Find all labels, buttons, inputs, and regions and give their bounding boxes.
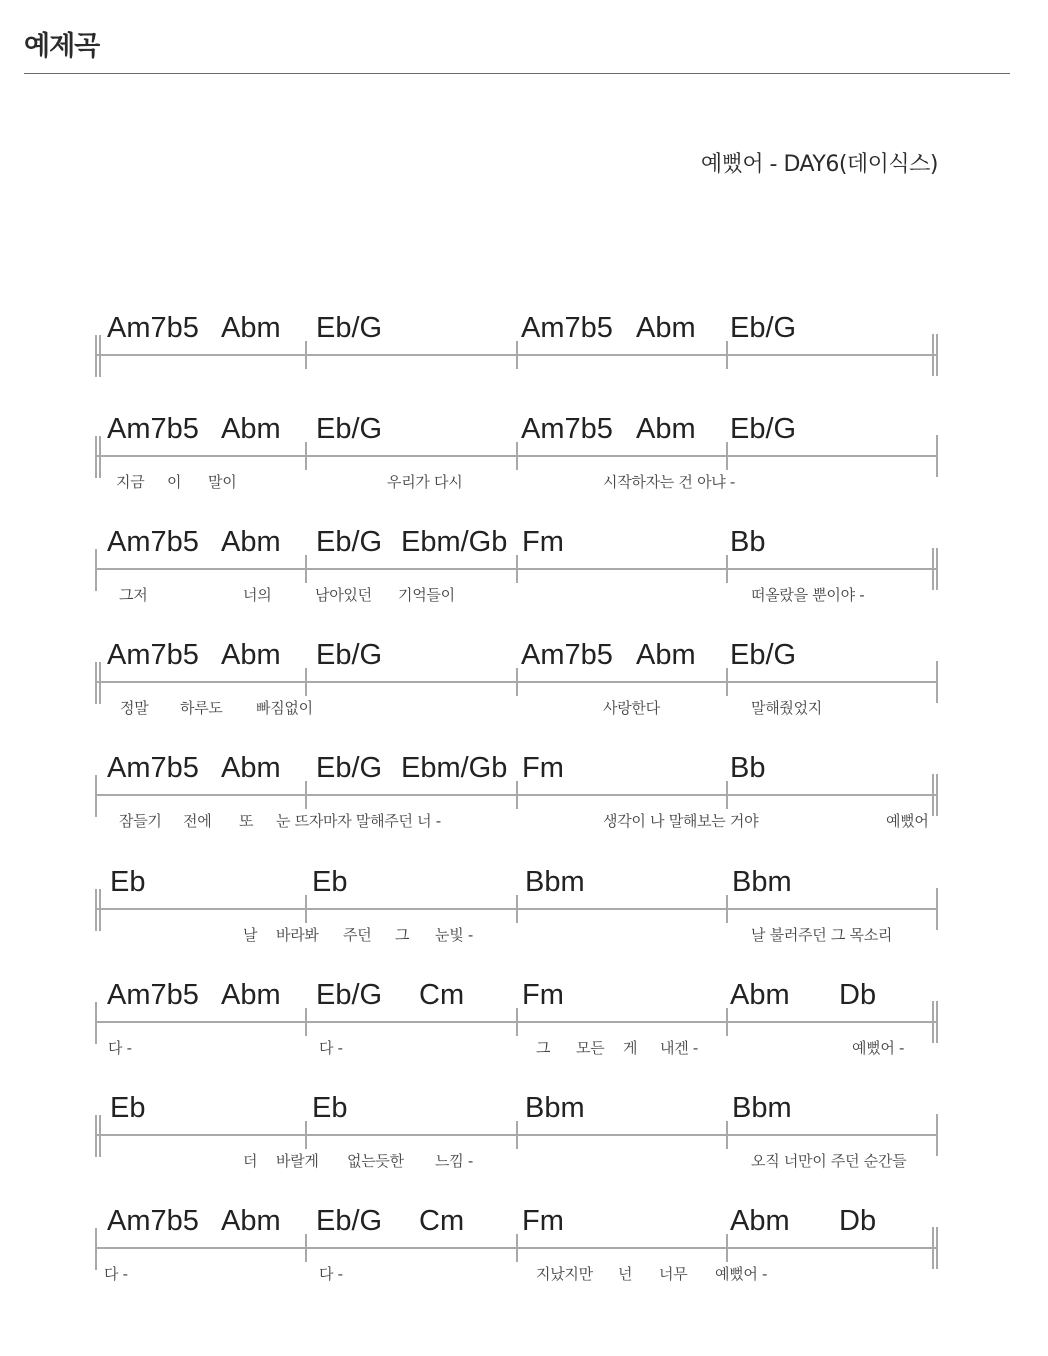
double-barline-left xyxy=(99,1115,101,1157)
measure-barline xyxy=(305,895,307,923)
double-barline-right xyxy=(932,548,934,590)
lyric-text: 또 xyxy=(239,812,254,830)
measure-barline xyxy=(516,1121,518,1149)
chord-symbol: Abm xyxy=(221,526,281,558)
lyric-text: 바랄게 xyxy=(276,1152,319,1170)
lyric-text: 날 xyxy=(243,926,258,944)
chord-symbol: Eb/G xyxy=(316,413,383,445)
lyric-text: 주던 xyxy=(343,926,372,944)
chord-symbol: Fm xyxy=(522,979,564,1011)
lyric-text: 지났지만 xyxy=(536,1265,593,1283)
lyric-text: 다 - xyxy=(104,1265,128,1283)
measure-barline xyxy=(726,1234,728,1262)
lyric-text: 다 - xyxy=(319,1039,343,1057)
measure-barline xyxy=(516,341,518,369)
chord-symbol: Eb/G xyxy=(316,1205,383,1237)
chord-symbol: Abm xyxy=(221,752,281,784)
lyric-text: 남아있던 xyxy=(315,586,372,604)
double-barline-left xyxy=(99,662,101,704)
lyric-text: 넌 xyxy=(618,1265,633,1283)
double-barline-left xyxy=(95,889,97,931)
chord-symbol: Am7b5 xyxy=(107,413,199,445)
chord-symbol: Eb/G xyxy=(730,312,797,344)
chord-symbol: Eb/G xyxy=(316,979,383,1011)
lyric-text: 우리가 다시 xyxy=(387,473,463,491)
double-barline-left xyxy=(95,436,97,478)
measure-barline xyxy=(305,1121,307,1149)
double-barline-left xyxy=(99,889,101,931)
chord-symbol: Eb/G xyxy=(316,639,383,671)
lyric-text: 그 xyxy=(395,926,410,944)
measure-barline xyxy=(305,442,307,470)
measure-barline xyxy=(516,1008,518,1036)
measure-barline xyxy=(726,1008,728,1036)
measure-barline xyxy=(726,555,728,583)
lyric-text: 사랑한다 xyxy=(603,699,660,717)
measure-barline xyxy=(516,442,518,470)
lyric-text: 지금 xyxy=(116,473,145,491)
lyric-text: 빠짐없이 xyxy=(256,699,313,717)
lyric-text: 기억들이 xyxy=(398,586,455,604)
measure-barline xyxy=(726,781,728,809)
chord-symbol: Abm xyxy=(221,639,281,671)
chord-symbol: Eb/G xyxy=(316,526,383,558)
double-barline-left xyxy=(99,436,101,478)
chord-symbol: Fm xyxy=(522,526,564,558)
lyric-text: 오직 너만이 주던 순간들 xyxy=(751,1152,907,1170)
song-title: 예뻤어 - DAY6(데이식스) xyxy=(700,152,938,177)
measure-barline xyxy=(516,555,518,583)
lyric-text: 그 xyxy=(536,1039,551,1057)
lyric-text: 예뻤어 - xyxy=(852,1039,905,1057)
double-barline-right xyxy=(932,1001,934,1043)
chord-symbol: Fm xyxy=(522,752,564,784)
chord-symbol: Bb xyxy=(730,752,766,784)
double-barline-right xyxy=(932,1227,934,1269)
measure-barline xyxy=(516,895,518,923)
lyric-text: 예뻤어 - xyxy=(715,1265,768,1283)
double-barline-left xyxy=(95,662,97,704)
double-barline-right xyxy=(936,1227,938,1269)
chord-symbol: Am7b5 xyxy=(107,526,199,558)
lyric-text: 다 - xyxy=(319,1265,343,1283)
chord-symbol: Abm xyxy=(221,979,281,1011)
chord-symbol: Db xyxy=(839,979,877,1011)
lyric-text: 잠들기 xyxy=(119,812,162,830)
double-barline-right xyxy=(936,334,938,376)
lyric-text: 정말 xyxy=(120,699,149,717)
lyric-text: 느낌 - xyxy=(435,1152,473,1170)
lyric-text: 더 xyxy=(243,1152,258,1170)
barline-right xyxy=(936,1114,938,1156)
lyric-text: 다 - xyxy=(108,1039,132,1057)
chord-symbol: Ebm/Gb xyxy=(401,526,508,558)
chord-symbol: Am7b5 xyxy=(521,639,613,671)
page-title: 예제곡 xyxy=(24,31,100,62)
measure-barline xyxy=(305,1008,307,1036)
chord-symbol: Am7b5 xyxy=(521,312,613,344)
lyric-text: 시작하자는 건 아냐 - xyxy=(603,473,736,491)
lyric-text: 게 xyxy=(623,1039,638,1057)
chord-symbol: Abm xyxy=(221,312,281,344)
chord-symbol: Eb/G xyxy=(316,752,383,784)
chord-symbol: Abm xyxy=(730,979,790,1011)
measure-barline xyxy=(516,1234,518,1262)
lyric-text: 하루도 xyxy=(180,699,223,717)
chord-symbol: Am7b5 xyxy=(107,752,199,784)
lyric-text: 떠올랐을 뿐이야 - xyxy=(751,586,865,604)
chord-symbol: Am7b5 xyxy=(107,312,199,344)
chord-symbol: Abm xyxy=(636,312,696,344)
measure-barline xyxy=(726,895,728,923)
chord-symbol: Eb/G xyxy=(730,639,797,671)
lyric-text: 바라봐 xyxy=(276,926,319,944)
double-barline-right xyxy=(936,1001,938,1043)
double-barline-right xyxy=(936,774,938,816)
measure-barline xyxy=(516,781,518,809)
chord-symbol: Bb xyxy=(730,526,766,558)
chord-symbol: Eb xyxy=(312,866,348,898)
measure-barline xyxy=(516,668,518,696)
lyric-text: 생각이 나 말해보는 거야 xyxy=(603,812,759,830)
chord-symbol: Db xyxy=(839,1205,877,1237)
barline-left xyxy=(95,549,97,591)
chord-symbol: Cm xyxy=(419,979,465,1011)
measure-barline xyxy=(726,341,728,369)
lyric-text: 너무 xyxy=(659,1265,688,1283)
chord-symbol: Eb/G xyxy=(730,413,797,445)
lyric-text: 그저 xyxy=(119,586,148,604)
double-barline-left xyxy=(95,335,97,377)
lyric-text: 모든 xyxy=(576,1039,605,1057)
chord-symbol: Abm xyxy=(636,413,696,445)
chord-symbol: Bbm xyxy=(732,866,792,898)
lyric-text: 말이 xyxy=(208,473,237,491)
chord-symbol: Bbm xyxy=(525,1092,585,1124)
chord-symbol: Ebm/Gb xyxy=(401,752,508,784)
lyric-text: 예뻤어 xyxy=(886,812,929,830)
measure-barline xyxy=(305,341,307,369)
barline-right xyxy=(936,888,938,930)
lyric-text: 내겐 - xyxy=(660,1039,698,1057)
lyric-text: 눈빛 - xyxy=(435,926,473,944)
lyric-text: 날 불러주던 그 목소리 xyxy=(751,926,893,944)
chord-symbol: Eb xyxy=(110,866,146,898)
barline-right xyxy=(936,435,938,477)
chord-symbol: Abm xyxy=(221,1205,281,1237)
chord-symbol: Cm xyxy=(419,1205,465,1237)
measure-barline xyxy=(305,781,307,809)
chord-symbol: Eb xyxy=(312,1092,348,1124)
measure-barline xyxy=(305,1234,307,1262)
measure-barline xyxy=(726,668,728,696)
chord-symbol: Bbm xyxy=(525,866,585,898)
barline-right xyxy=(936,661,938,703)
lyric-text: 눈 뜨자마자 말해주던 너 - xyxy=(276,812,441,830)
double-barline-left xyxy=(99,335,101,377)
chord-symbol: Abm xyxy=(221,413,281,445)
barline-left xyxy=(95,775,97,817)
chord-symbol: Eb/G xyxy=(316,312,383,344)
lyric-text: 말해줬었지 xyxy=(751,699,822,717)
measure-barline xyxy=(726,442,728,470)
chord-symbol: Abm xyxy=(636,639,696,671)
chord-symbol: Am7b5 xyxy=(521,413,613,445)
chord-symbol: Am7b5 xyxy=(107,979,199,1011)
barline-left xyxy=(95,1002,97,1044)
chord-symbol: Am7b5 xyxy=(107,1205,199,1237)
measure-barline xyxy=(305,555,307,583)
chord-symbol: Am7b5 xyxy=(107,639,199,671)
measure-barline xyxy=(726,1121,728,1149)
lyric-text: 전에 xyxy=(183,812,212,830)
measure-barline xyxy=(305,668,307,696)
double-barline-left xyxy=(95,1115,97,1157)
lyric-text: 너의 xyxy=(243,586,272,604)
double-barline-right xyxy=(932,334,934,376)
chord-symbol: Abm xyxy=(730,1205,790,1237)
double-barline-right xyxy=(932,774,934,816)
barline-left xyxy=(95,1228,97,1270)
chord-symbol: Bbm xyxy=(732,1092,792,1124)
lyric-text: 이 xyxy=(167,473,182,491)
lyric-text: 없는듯한 xyxy=(347,1152,404,1170)
chord-symbol: Eb xyxy=(110,1092,146,1124)
double-barline-right xyxy=(936,548,938,590)
chord-symbol: Fm xyxy=(522,1205,564,1237)
